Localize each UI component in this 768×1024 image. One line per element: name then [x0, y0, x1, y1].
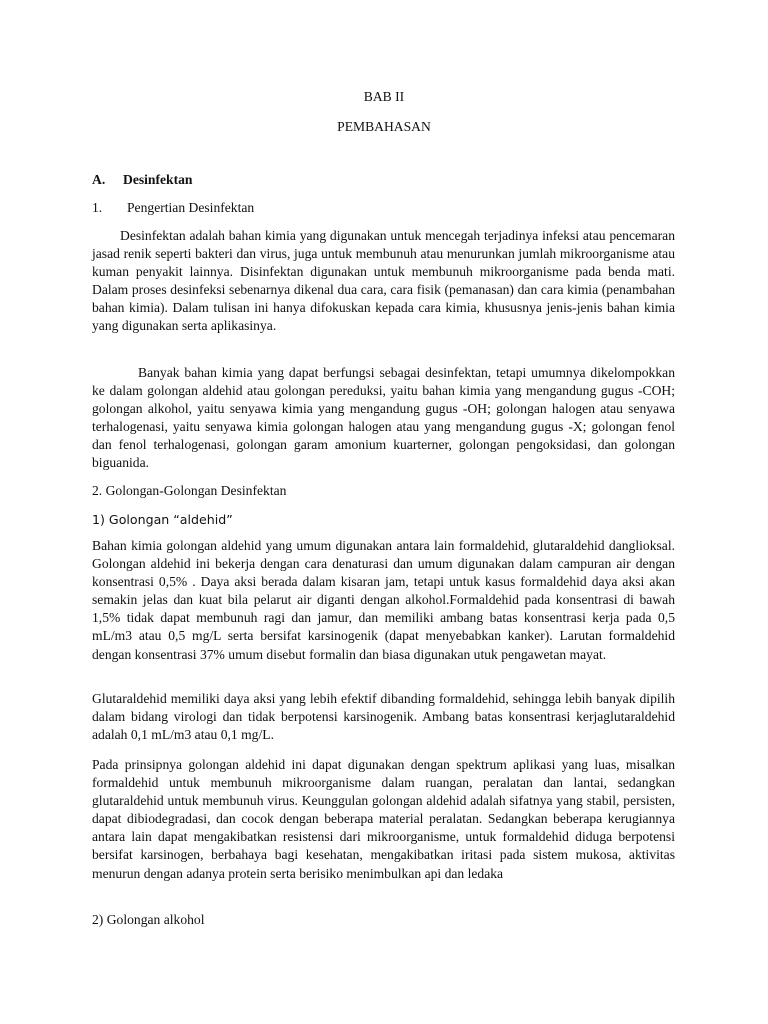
subsection-1-title: Pengertian Desinfektan [127, 200, 255, 215]
paragraph-definition: Desinfektan adalah bahan kimia yang digunakan untuk mencegah terjadinya infeksi atau pencemaran jasad renik seperti bakteri dan virus, juga untuk membunuh atau menurunkan jumlah mikroorganisme atau kuman penyakit lainnya. Disinfektan digunakan untuk membunuh mikroorganisme pada benda mati. Dalam proses desinfeksi sebenarnya dikenal dua cara, cara fisik (pemanasan) dan cara kimia (penambahan bahan kimia). Dalam tulisan ini hanya difokuskan kepada cara kimia, khususnya jenis-jenis bahan kimia yang digunakan serta aplikasinya. [92, 228, 675, 334]
subsection-2-heading: 2. Golongan-Golongan Desinfektan [92, 483, 287, 498]
section-a-marker: A. [92, 172, 106, 187]
section-a-heading [92, 171, 193, 189]
chapter-heading: BAB II [363, 89, 405, 104]
chapter-title: PEMBAHASAN [337, 119, 431, 134]
paragraph-categories: Banyak bahan kimia yang dapat berfungsi sebagai desinfektan, tetapi umumnya dikelompokkan ke dalam golongan aldehid atau golongan pereduksi, yaitu bahan kimia yang mengandung gugus -COH; golongan alkohol, yaitu senyawa kimia yang mengandung gugus -OH; golongan halogen atau senyawa terhalogenasi, yaitu senyawa kimia golongan halogen atau yang mengandung gugus -X; golongan fenol dan fenol terhalogenasi, golongan garam amonium kuarterner, golongan pengoksidasi, dan golongan biguanida. [92, 365, 675, 471]
paragraph-glutaraldehid: Glutaraldehid memiliki daya aksi yang lebih efektif dibanding formaldehid, sehingga lebih banyak dipilih dalam bidang virologi dan tidak berpotensi karsinogenik. Ambang batas konsentrasi kerjaglutaraldehid adalah 0,1 mL/m3 atau 0,1 mg/L. [92, 691, 675, 743]
subsection-1-marker: 1. [92, 200, 103, 215]
paragraph-aldehid-principle: Pada prinsipnya golongan aldehid ini dapat digunakan dengan spektrum aplikasi yang luas, misalkan formaldehid untuk membunuh mikroorganisme dalam ruangan, peralatan dan lantai, sedangkan glutaraldehid untuk membunuh virus. Keunggulan golongan aldehid adalah sifatnya yang stabil, persisten, dapat dibiodegradasi, dan cocok dengan beberapa material peralatan. Sedangkan beberapa kerugiannya antara lain dapat mengakibatkan resistensi dari mikroorganisme, untuk formaldehid diduga berpotensi bersifat karsinogen, berbahaya bagi kesehatan, mengakibatkan iritasi pada sistem mukosa, aktivitas menurun dengan adanya protein serta berisiko menimbulkan api dan ledaka [92, 757, 675, 881]
list-item-alkohol: 2) Golongan alkohol [92, 912, 205, 927]
paragraph-aldehid: Bahan kimia golongan aldehid yang umum digunakan antara lain formaldehid, glutaraldehid danglioksal. Golongan aldehid ini bekerja dengan cara denaturasi dan umum digunakan dalam campuran air dengan konsentrasi 0,5% . Daya aksi berada dalam kisaran jam, tetapi untuk kasus formaldehid daya aksi akan semakin jelas dan kuat bila pelarut air diganti dengan alkohol.Formaldehid pada konsentrasi di bawah 1,5% tidak dapat membunuh ragi dan jamur, dan memiliki ambang batas konsentrasi kerja pada 0,5 mL/m3 atau 0,5 mg/L serta bersifat karsinogenik (dapat menyebabkan kanker). Larutan formaldehid dengan konsentrasi 37% umum disebut formalin dan biasa digunakan utuk pengawetan mayat. [92, 538, 675, 662]
subsection-1-heading [92, 199, 255, 217]
list-item-aldehid: 1) Golongan “aldehid” [92, 512, 233, 527]
section-a-title: Desinfektan [123, 172, 193, 187]
